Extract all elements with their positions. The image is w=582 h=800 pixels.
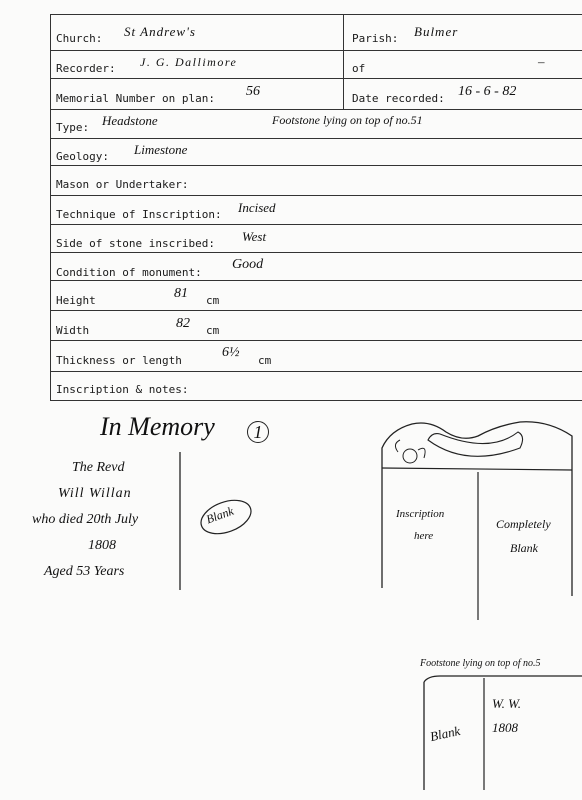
- geology-value: Limestone: [134, 142, 188, 157]
- sketch-title-mark: 1: [247, 421, 269, 443]
- geology-label: Geology:: [56, 150, 109, 163]
- inscription-line: The Revd: [72, 460, 125, 475]
- condition-label: Condition of monument:: [56, 266, 202, 279]
- footstone-top: [424, 676, 582, 682]
- inscription-line: Aged 53 Years: [44, 564, 125, 579]
- footstone-year: 1808: [492, 720, 518, 735]
- headstone-left-text: here: [414, 530, 434, 542]
- width-unit: cm: [206, 324, 220, 337]
- side-label: Side of stone inscribed:: [56, 237, 215, 250]
- height-unit: cm: [206, 294, 220, 307]
- side-value: West: [242, 229, 267, 244]
- headstone-right-text: Blank: [510, 541, 538, 555]
- inscription-line: 1808: [88, 538, 116, 553]
- technique-label: Technique of Inscription:: [56, 208, 222, 221]
- thickness-value: 6½: [222, 345, 240, 360]
- of-label: of: [352, 62, 366, 75]
- width-label: Width: [56, 324, 90, 337]
- type-value: Headstone: [102, 113, 158, 128]
- height-value: 81: [174, 286, 188, 301]
- of-value: –: [538, 54, 545, 69]
- parish-value: Bulmer: [414, 24, 459, 39]
- thickness-unit: cm: [258, 354, 272, 367]
- headstone-top-rule: [382, 468, 572, 470]
- type-note: Footstone lying on top of no.51: [272, 113, 423, 127]
- technique-value: Incised: [238, 200, 276, 215]
- carving-shell: [428, 432, 523, 456]
- date-label: Date recorded:: [352, 92, 445, 105]
- sketch-title: In Memory: [100, 412, 215, 441]
- parish-label: Parish:: [352, 32, 399, 45]
- footstone-initials: W. W.: [492, 696, 522, 711]
- carving-cherub-head: [403, 449, 417, 463]
- inscription-label: Inscription & notes:: [56, 383, 189, 396]
- recorder-label: Recorder:: [56, 62, 116, 75]
- inscription-line: Will Willan: [58, 486, 132, 501]
- recorder-value: J. G. Dallimore: [140, 55, 238, 69]
- footstone-caption: Footstone lying on top of no.5: [420, 658, 541, 669]
- memorial-label: Memorial Number on plan:: [56, 92, 215, 105]
- condition-value: Good: [232, 257, 264, 272]
- memorial-value: 56: [246, 84, 260, 99]
- footstone-left-text: Blank: [428, 723, 462, 744]
- type-label: Type:: [56, 121, 90, 134]
- church-value: St Andrew's: [124, 24, 196, 39]
- date-value: 16 - 6 - 82: [458, 84, 517, 99]
- church-label: Church:: [56, 32, 103, 45]
- height-label: Height: [56, 294, 96, 307]
- blank-oval-label: Blank: [204, 503, 236, 527]
- thickness-label: Thickness or length: [56, 354, 182, 367]
- headstone-left-text: Inscription: [396, 508, 445, 520]
- headstone-right-text: Completely: [496, 517, 551, 531]
- mason-label: Mason or Undertaker:: [56, 178, 189, 191]
- inscription-line: who died 20th July: [32, 512, 139, 527]
- width-value: 82: [176, 316, 190, 331]
